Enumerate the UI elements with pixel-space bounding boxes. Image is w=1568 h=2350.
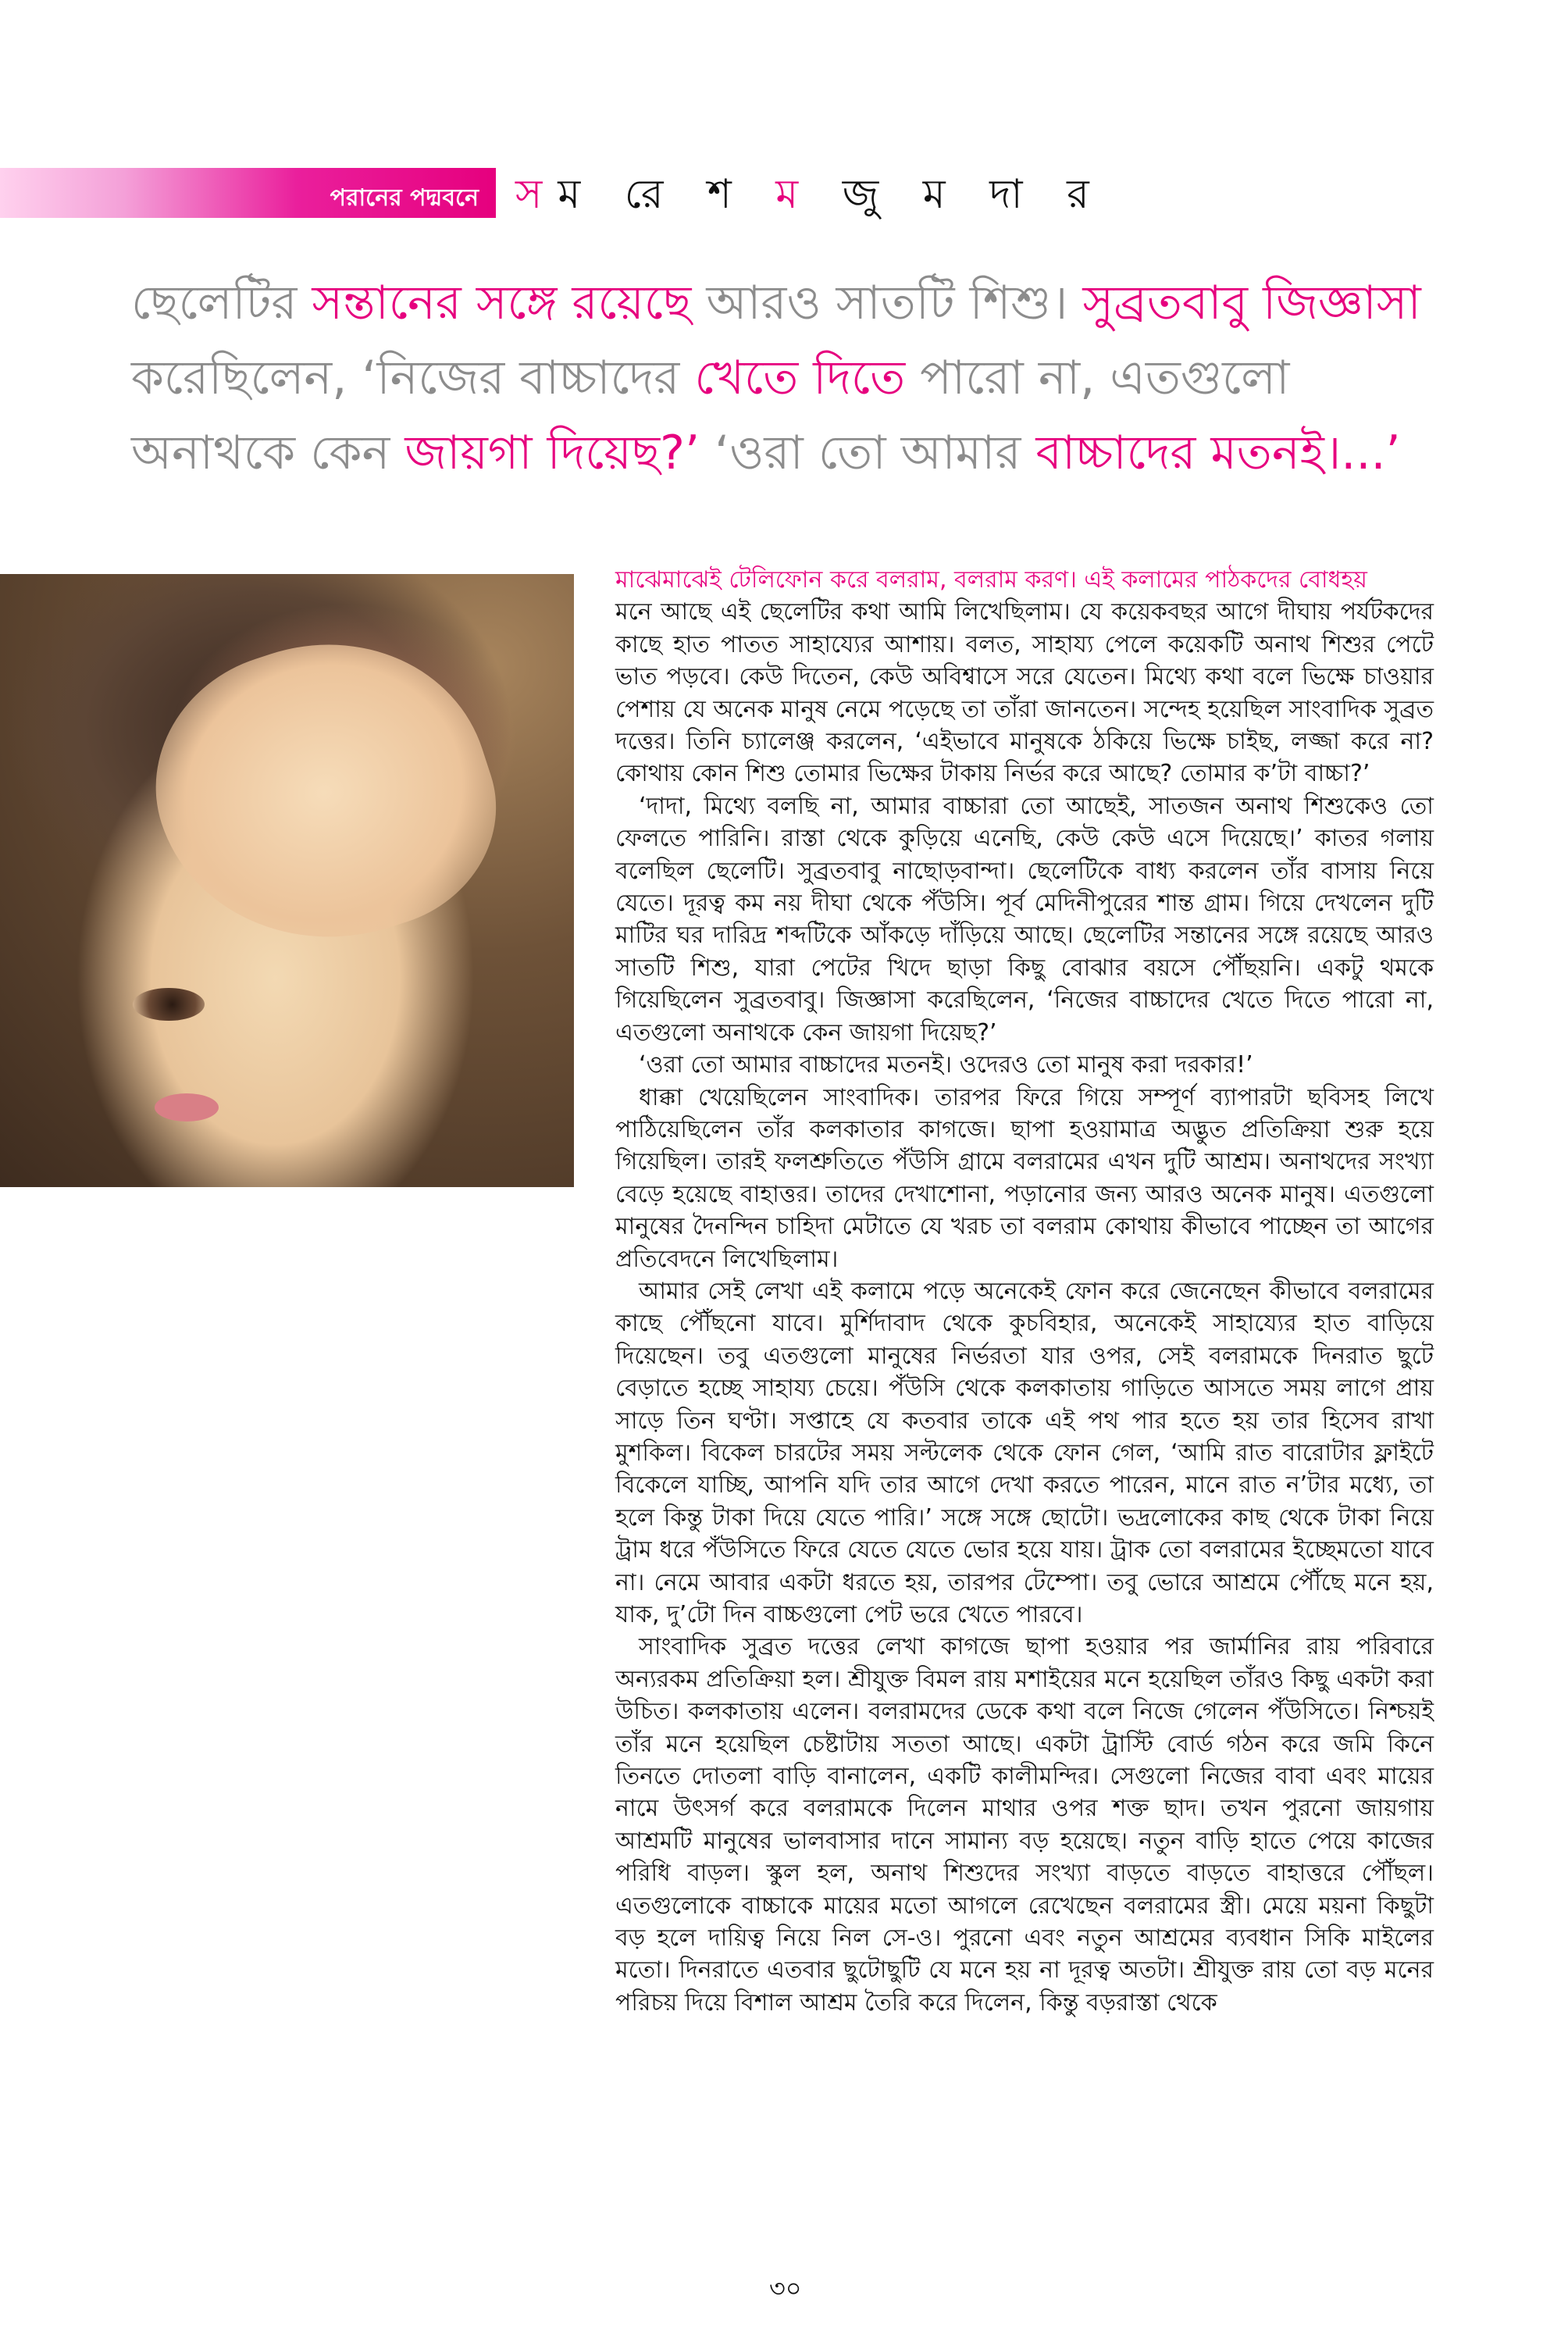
- pull-quote-segment: পারো না, এতগুলো অনাথকে কেন: [131, 351, 1290, 480]
- article-paragraph: ‘ওরা তো আমার বাচ্চাদের মতনই। ওদেরও তো মানুষ করা দরকার!’: [639, 1051, 1253, 1079]
- article-paragraph: সাংবাদিক সুব্রত দত্তের লেখা কাগজে ছাপা হওয়ার পর জার্মানির রায় পরিবারে অন্যরকম প্রতিক্রিয়া হল। শ্রীযুক্ত বিমল রায় মশাইয়ের মনে হয়েছিল তাঁরও কিছু একটা করা উচিত। কলকাতায় এলেন। বলরামদের ডেকে কথা বলে নিজে গেলেন পঁউসিতে। নিশ্চয়ই তাঁর মনে হয়েছিল চেষ্টাটায় সততা আছে। একটা ট্রাস্টি বোর্ড গঠন করে জমি কিনে তিনতে দোতলা বাড়ি বানালেন, একটি কালীমন্দির। সেগুলো নিজের বাবা এবং মায়ের নামে উৎসর্গ করে বলরামকে দিলেন মাথার ওপর শক্ত ছাদ। তখন পুরনো জায়গায় আশ্রমটি মানুষের ভালবাসার দানে সামান্য বড় হয়েছে। নতুন বাড়ি হাতে পেয়ে কাজের পরিধি বাড়ল। স্কুল হল, অনাথ শিশুদের সংখ্যা বাড়তে বাড়তে বাহাত্তরে পৌঁছল। এতগুলোকে বাচ্চাকে মায়ের মতো আগলে রেখেছেন বলরামের স্ত্রী। মেয়ে ময়না কিছুটা বড় হলে দায়িত্ব নিয়ে নিল সে-ও। পুরনো এবং নতুন আশ্রমের ব্যবধান সিকি মাইলের মতো। দিনরাতে এতবার ছুটোছুটি যে মনে হয় না দূরত্ব অতটা। শ্রীযুক্ত রায় তো বড় মনের পরিচয় দিয়ে বিশাল আশ্রম তৈরি করে দিলেন, কিন্তু বড়রাস্তা থেকে: [615, 1633, 1434, 2017]
- pull-quote-highlight: খেতে দিতে: [694, 351, 906, 405]
- author-name-part-4: জু ম দা র: [814, 171, 1105, 218]
- article-lead: মাঝেমাঝেই টেলিফোন করে বলরাম, বলরাম করণ। এই কলামের পাঠকদের বোধহয়: [615, 566, 1367, 594]
- photo-lips: [155, 1093, 219, 1122]
- pull-quote-highlight: বাচ্চাদের মতনই।...’: [1035, 426, 1401, 480]
- pull-quote-highlight: সন্তানের সঙ্গে রয়েছে: [312, 276, 692, 330]
- author-name: [515, 162, 1105, 230]
- pull-quote-segment: ‘ওরা তো আমার: [700, 426, 1036, 480]
- article-paragraph: ধাক্কা খেয়েছিলেন সাংবাদিক। তারপর ফিরে গিয়ে সম্পূর্ণ ব্যাপারটা ছবিসহ লিখে পাঠিয়েছিলেন তাঁর কলকাতার কাগজে। ছাপা হওয়ামাত্র অদ্ভুত প্রতিক্রিয়া শুরু হয়ে গিয়েছিল। তারই ফলশ্রুতিতে পঁউসি গ্রামে বলরামের এখন দুটি আশ্রম। অনাথদের সংখ্যা বেড়ে হয়েছে বাহাত্তর। তাদের দেখাশোনা, পড়ানোর জন্য আরও অনেক মানুষ। এতগুলো মানুষের দৈনন্দিন চাহিদা মেটাতে যে খরচ তা বলরাম কোথায় কীভাবে পাচ্ছেন তা আগের প্রতিবেদনে লিখেছিলাম।: [615, 1083, 1434, 1273]
- author-name-initial-2: ম: [775, 171, 814, 218]
- pull-quote-segment: করেছিলেন, ‘নিজের বাচ্চাদের: [131, 351, 695, 405]
- pull-quote-segment: ছেলেটির: [131, 276, 312, 330]
- column-header-bar: [0, 168, 496, 218]
- article-paragraph: আমার সেই লেখা এই কলামে পড়ে অনেকেই ফোন করে জেনেছেন কীভাবে বলরামের কাছে পৌঁছনো যাবে। মুর্শিদাবাদ থেকে কুচবিহার, অনেকেই সাহায্যের হাত বাড়িয়ে দিয়েছেন। তবু এতগুলো মানুষের নির্ভরতা যার ওপর, সেই বলরামকে দিনরাত ছুটে বেড়াতে হচ্ছে সাহায্য চেয়ে। পঁউসি থেকে কলকাতায় গাড়িতে আসতে সময় লাগে প্রায় সাড়ে তিন ঘণ্টা। সপ্তাহে যে কতবার তাকে এই পথ পার হতে হয় তার হিসেব রাখা মুশকিল। বিকেল চারটের সময় সল্টলেক থেকে ফোন গেল, ‘আমি রাত বারোটার ফ্লাইটে বিকেলে যাচ্ছি, আপনি যদি তার আগে দেখা করতে পারেন, মানে রাত ন’টার মধ্যে, তা হলে কিন্তু টাকা দিয়ে যেতে পারি।’ সঙ্গে সঙ্গে ছোটো। ভদ্রলোকের কাছ থেকে টাকা নিয়ে ট্রাম ধরে পঁউসিতে ফিরে যেতে যেতে ভোর হয়ে যায়। ট্রাক তো বলরামের ইচ্ছেমতো যাবে না। নেমে আবার একটা ধরতে হয়, তারপর টেম্পো। তবু ভোরে আশ্রমে পৌঁছে মনে হয়, যাক, দু’টো দিন বাচ্চগুলো পেট ভরে খেতে পারবে।: [615, 1277, 1434, 1628]
- pull-quote: [131, 266, 1459, 490]
- article-body: [615, 564, 1434, 2019]
- author-name-part-2: ম রে শ: [558, 171, 776, 218]
- photo-eye: [133, 988, 205, 1021]
- photo-hand: [123, 601, 526, 984]
- author-name-initial-1: স: [515, 171, 558, 218]
- pull-quote-highlight: সুব্রতবাবু জিজ্ঞাসা: [1082, 276, 1421, 330]
- child-photo: [0, 574, 574, 1187]
- page-number: ৩০: [769, 2273, 802, 2303]
- article-paragraph: মনে আছে এই ছেলেটির কথা আমি লিখেছিলাম। যে কয়েকবছর আগে দীঘায় পর্যটকদের কাছে হাত পাতত সাহায্যের আশায়। বলত, সাহায্য পেলে কয়েকটি অনাথ শিশুর পেটে ভাত পড়বে। কেউ দিতেন, কেউ অবিশ্বাসে সরে যেতেন। মিথ্যে কথা বলে ভিক্ষে চাওয়ার পেশায় যে অনেক মানুষ নেমে পড়েছে তা তাঁরা জানতেন। সন্দেহ হয়েছিল সাংবাদিক সুব্রত দত্তের। তিনি চ্যালেঞ্জ করলেন, ‘এইভাবে মানুষকে ঠকিয়ে ভিক্ষে চাইছ, লজ্জা করে না? কোথায় কোন শিশু তোমার ভিক্ষের টাকায় নির্ভর করে আছে? তোমার ক’টা বাচ্চা?’: [615, 598, 1434, 788]
- article-paragraph: ‘দাদা, মিথ্যে বলছি না, আমার বাচ্চারা তো আছেই, সাতজন অনাথ শিশুকেও তো ফেলতে পারিনি। রাস্তা থেকে কুড়িয়ে এনেছি, কেউ কেউ এসে দিয়েছে।’ কাতর গলায় বলেছিল ছেলেটি। সুব্রতবাবু নাছোড়বান্দা। ছেলেটিকে বাধ্য করলেন তাঁর বাসায় নিয়ে যেতে। দূরত্ব কম নয় দীঘা থেকে পঁউসি। পূর্ব মেদিনীপুরের শান্ত গ্রাম। গিয়ে দেখলেন দুটি মাটির ঘর দারিদ্র শব্দটিকে আঁকড়ে দাঁড়িয়ে আছে। ছেলেটির সন্তানের সঙ্গে রয়েছে আরও সাতটি শিশু, যারা পেটের খিদে ছাড়া কিছু বোঝার বয়সে পৌঁছয়নি। একটু থমকে গিয়েছিলেন সুব্রতবাবু। জিজ্ঞাসা করেছিলেন, ‘নিজের বাচ্চাদের খেতে দিতে পারো না, এতগুলো অনাথকে কেন জায়গা দিয়েছ?’: [615, 792, 1434, 1047]
- pull-quote-segment: আরও সাতটি শিশু।: [691, 276, 1083, 330]
- pull-quote-highlight: জায়গা দিয়েছ?’: [404, 426, 700, 480]
- column-name: পরানের পদ্মবনে: [330, 184, 479, 212]
